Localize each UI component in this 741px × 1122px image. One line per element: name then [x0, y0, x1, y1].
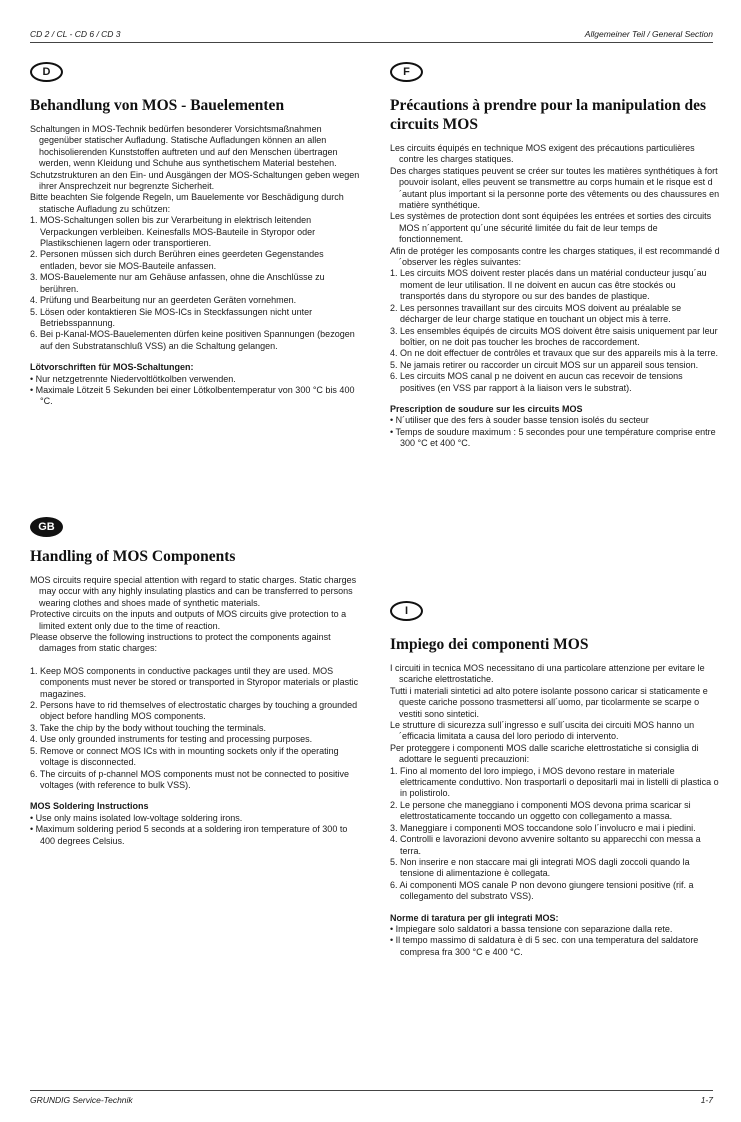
soldering-title-fr: Prescription de soudure sur les circuits MOS: [390, 403, 583, 414]
intro-paragraph: Please observe the following instructions to protect the components against damages from static charges:: [30, 632, 331, 654]
step-item: 2. Les personnes travaillant sur des circuits MOS doivent au préalable se décharger de leur charge statique en touchant un object mis à terre.: [390, 302, 682, 325]
intro-fr: [390, 143, 720, 268]
intro-paragraph: Les circuits équipés en technique MOS exigent des précautions particulières contre les charges statiques.: [390, 143, 695, 165]
step-item: 1. Keep MOS components in conductive packages until they are used. MOS components must never be stored or transported in Styropor materials or plastic magazines.: [30, 665, 359, 699]
intro-paragraph: Afin de protéger les composants contre les charges statiques, il est recommandé d´observer les règles suivantes:: [390, 245, 720, 268]
section-french: [390, 62, 720, 450]
intro-paragraph: Les systèmes de protection dont sont équipées les entrées et sorties des circuits MOS n´apportent qu´une sécurité limitée du fait de leur temps de fonctionnement.: [390, 211, 712, 245]
step-item: 3. Take the chip by the body without touching the terminals.: [30, 722, 266, 733]
header-model-list: CD 2 / CL - CD 6 / CD 3: [30, 29, 121, 39]
steps-list-it: [390, 766, 720, 903]
steps-list-fr: [390, 268, 720, 393]
step-item: 4. Controlli e lavorazioni devono avvenire soltanto su apparecchi con messa a terra.: [390, 834, 701, 856]
step-item: 1. MOS-Schaltungen sollen bis zur Verarbeitung in elektrisch leitenden Verpackungen verbleiben. Keinesfalls MOS-Bauteile in Styropor oder Plastikschienen lagern oder transportieren.: [30, 215, 316, 249]
steps-list-de: [30, 215, 360, 352]
soldering-list-it: [390, 924, 720, 958]
soldering-title-de: Lötvorschriften für MOS-Schaltungen:: [30, 362, 194, 373]
soldering-title-gb: MOS Soldering Instructions: [30, 801, 149, 812]
step-item: 5. Ne jamais retirer ou raccorder un circuit MOS sur un appareil sous tension.: [390, 359, 699, 370]
soldering-list-gb: [30, 813, 360, 847]
section-title-it: Impiego dei componenti MOS: [390, 636, 589, 653]
soldering-item: • Il tempo massimo di saldatura è di 5 sec. con una temperatura del saldatore compresa fra 300 °C e 400 °C.: [390, 935, 720, 958]
step-item: 1. Fino al momento del loro impiego, i MOS devono restare in materiale elettricamente conduttivo. Non trasportarli o depositarli mai in listelli di plastica o in polistirolo.: [390, 765, 719, 799]
step-item: 5. Remove or connect MOS ICs with in mounting sockets only if the operating voltage is disconnected.: [30, 745, 339, 768]
step-item: 5. Lösen oder kontaktieren Sie MOS-ICs in Steckfassungen nicht unter Betriebsspannung.: [30, 306, 313, 328]
intro-paragraph: Des charges statiques peuvent se créer sur toutes les matières synthétiques à fort pouvoir isolant, elles peuvent se transmettre au corps humain et le risque est d´autant plus important si la personne porte des vêtements ou des chaussures en matière synthétique.: [390, 165, 720, 211]
step-item: 4. On ne doit effectuer de contrôles et travaux que sur des appareils mis à la terre.: [390, 348, 719, 359]
steps-list-gb: [30, 666, 360, 791]
language-badge-it: I: [390, 601, 423, 621]
section-english: [30, 517, 360, 847]
intro-paragraph: Protective circuits on the inputs and outputs of MOS circuits give protection to a limited extent only due to the time of reaction.: [30, 609, 347, 631]
step-item: 3. MOS-Bauelemente nur am Gehäuse anfassen, ohne die Anschlüsse zu berühren.: [30, 272, 325, 294]
intro-paragraph: I circuiti in tecnica MOS necessitano di una particolare attenzione per evitare le scariche elettrostatiche.: [390, 663, 705, 685]
intro-de: [30, 124, 360, 215]
intro-paragraph: Tutti i materiali sintetici ad alto potere isolante possono caricar si staticamente e queste cariche possono trasmettersi all´uomo, par ticolarmente se scarpe o vestiti sono sintetici.: [390, 685, 708, 719]
soldering-list-de: [30, 374, 360, 408]
step-item: 6. Ai componenti MOS canale P non devono giungere tensioni positive (rif. a collegamento del substrato VSS).: [390, 879, 694, 902]
intro-paragraph: Le strutture di sicurezza sull´ingresso e sull´uscita dei circuiti MOS hanno un´efficacia limitata a causa del loro periodo di intervento.: [390, 720, 695, 742]
intro-paragraph: Per proteggere i componenti MOS dalle scariche elettrostatiche si consiglia di adottare le seguenti precauzioni:: [390, 742, 699, 765]
page-number: 1-7: [700, 1095, 713, 1105]
soldering-title-it: Norme di taratura per gli integrati MOS:: [390, 912, 559, 923]
intro-paragraph: MOS circuits require special attention with regard to static charges. Static charges may occur with any highly insulating plastics and can be transferred to persons wearing clothes and shoes made of synthetic materials.: [30, 575, 357, 608]
header-section-title: Allgemeiner Teil / General Section: [584, 29, 713, 39]
section-title-de: Behandlung von MOS - Bauelementen: [30, 97, 285, 114]
intro-paragraph: Schaltungen in MOS-Technik bedürfen besonderer Vorsichtsmaßnahmen gegenüber statischer Aufladung. Statische Aufladungen können an allen hochisolierenden Kunststoffen auftreten und auf den Menschen übertragen werden, wenn Kleidung und Schuhe aus synthetischem Material bestehen.: [30, 124, 338, 169]
step-item: 2. Le persone che maneggiano i componenti MOS devona prima scaricar si elettrostaticamente toccando un oggetto con collegamento a massa.: [390, 799, 691, 822]
footer-publisher: GRUNDIG Service-Technik: [30, 1095, 133, 1105]
language-badge-de: D: [30, 62, 63, 82]
step-item: 5. Non inserire e non staccare mai gli integrati MOS dagli zoccoli quando la tensione di alimentazione è collegata.: [390, 856, 690, 879]
soldering-item: • Maximale Lötzeit 5 Sekunden bei einer Lötkolbentemperatur von 300 °C bis 400 °C.: [30, 385, 360, 408]
soldering-item: • N´utiliser que des fers à souder basse tension isolés du secteur: [390, 415, 720, 426]
step-item: 3. Les ensembles équipés de circuits MOS doivent être saisis uniquement par leur boîtier, on ne doit pas toucher les broches de raccordement.: [390, 325, 718, 347]
step-item: 2. Persons have to rid themselves of electrostatic charges by touching a grounded object before handling MOS components.: [30, 700, 358, 722]
section-german: [30, 62, 360, 408]
intro-paragraph: Bitte beachten Sie folgende Regeln, um Bauelemente vor Beschädigung durch statische Aufladung zu schützen:: [30, 192, 344, 214]
step-item: 4. Use only grounded instruments for testing and processing purposes.: [30, 734, 313, 745]
soldering-list-fr: [390, 415, 720, 449]
soldering-item: • Use only mains isolated low-voltage soldering irons.: [30, 813, 360, 824]
step-item: 2. Personen müssen sich durch Berühren eines geerdeten Gegenstandes entladen, bevor sie MOS-Bauteile anfassen.: [30, 249, 324, 271]
section-title-gb: Handling of MOS Components: [30, 548, 236, 565]
step-item: 3. Maneggiare i componenti MOS toccandone solo l´involucro e mai i piedini.: [390, 822, 696, 833]
intro-paragraph: Schutzstrukturen an den Ein- und Ausgängen der MOS-Schaltungen geben wegen ihrer Ansprechzeit nur begrenzte Sicherheit.: [30, 169, 360, 192]
step-item: 4. Prüfung und Bearbeitung nur an geerdeten Geräten vornehmen.: [30, 295, 297, 306]
soldering-item: • Temps de soudure maximum : 5 secondes pour une température comprise entre 300 °C et 400 °C.: [390, 427, 720, 450]
language-badge-fr: F: [390, 62, 423, 82]
section-title-fr: Précautions à prendre pour la manipulation des circuits MOS: [390, 97, 707, 133]
soldering-item: • Maximum soldering period 5 seconds at a soldering iron temperature of 300 to 400 degrees Celsius.: [30, 824, 360, 847]
footer-divider: [30, 1090, 713, 1091]
step-item: 6. Bei p-Kanal-MOS-Bauelementen dürfen keine positiven Spannungen (bezogen auf den Substratanschluß VSS) an die Schaltung gelangen.: [30, 329, 355, 351]
soldering-item: • Impiegare solo saldatori a bassa tensione con separazione dalla rete.: [390, 924, 720, 935]
step-item: 6. Les circuits MOS canal p ne doivent en aucun cas recevoir de tensions positives (en VSS par rapport à la liaison vers le substrat).: [390, 371, 683, 393]
intro-it: [390, 663, 720, 766]
step-item: 6. The circuits of p-channel MOS components must not be connected to positive voltages (with reference to bulk VSS).: [30, 768, 350, 790]
step-item: 1. Les circuits MOS doivent rester placés dans un matérial conducteur jusqu´au moment de leur utilisation. Il ne doivent en aucun cas être stockés ou transportés dans du styropore ou sur des bandes de plastique.: [390, 268, 707, 302]
soldering-item: • Nur netzgetrennte Niedervoltlötkolben verwenden.: [30, 374, 360, 385]
spacer: [30, 655, 360, 666]
section-italian: [390, 601, 720, 958]
language-badge-gb: GB: [30, 517, 63, 537]
header-divider: [30, 42, 713, 43]
intro-gb: [30, 575, 360, 655]
